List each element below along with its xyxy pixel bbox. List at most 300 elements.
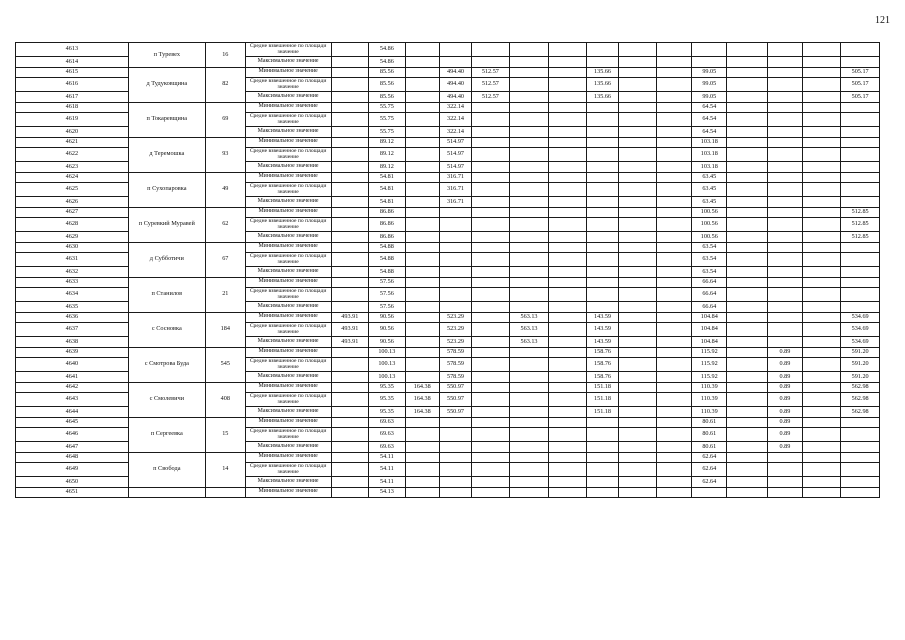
value-cell [549,288,587,302]
value-cell [768,452,802,463]
value-kind-label: Минимальное значение [245,382,331,393]
value-cell: 55.75 [369,113,405,127]
value-cell [692,43,727,57]
value-cell [439,302,471,313]
value-cell [841,267,880,278]
value-cell [619,302,657,313]
value-cell [405,207,439,218]
value-cell [549,148,587,162]
value-cell [802,102,841,113]
row-number: 4642 [16,382,129,393]
row-number: 4644 [16,407,129,418]
value-cell: 493.91 [331,323,369,337]
value-cell [768,253,802,267]
value-cell [841,302,880,313]
row-number: 4638 [16,337,129,348]
value-cell [768,323,802,337]
value-cell: 80.61 [692,428,727,442]
value-cell: 95.35 [369,407,405,418]
value-cell [405,242,439,253]
value-cell [656,113,691,127]
value-cell [586,183,618,197]
value-cell: 0.89 [768,442,802,453]
value-cell [549,102,587,113]
value-cell [472,253,510,267]
value-cell [586,218,618,232]
value-cell [619,67,657,78]
value-cell [405,148,439,162]
value-cell [405,197,439,208]
value-cell: 534.69 [841,337,880,348]
value-cell [727,113,768,127]
value-cell [331,347,369,358]
table-row [16,207,880,218]
value-cell [586,417,618,428]
row-number: 4630 [16,242,129,253]
value-cell: 110.39 [692,393,727,407]
row-number: 4631 [16,253,129,267]
value-cell: 135.66 [586,67,618,78]
value-cell: 578.59 [439,372,471,383]
value-cell: 158.76 [586,347,618,358]
value-cell [509,197,549,208]
value-cell [331,267,369,278]
value-cell [439,487,471,498]
value-cell: 54.13 [369,487,405,498]
value-cell [768,197,802,208]
value-cell [619,207,657,218]
value-cell: 512.85 [841,207,880,218]
value-cell [727,442,768,453]
value-cell [841,442,880,453]
value-cell [472,102,510,113]
parcel-count: 545 [205,347,245,382]
value-cell [692,57,727,68]
value-cell [727,253,768,267]
value-cell [802,407,841,418]
value-kind-label: Минимальное значение [245,207,331,218]
value-kind-label: Средне взвешенное по площади значение [245,148,331,162]
value-kind-label: Максимальное значение [245,127,331,138]
value-cell [619,337,657,348]
value-cell [331,428,369,442]
value-cell [439,428,471,442]
value-cell [656,337,691,348]
value-cell [472,452,510,463]
row-number: 4639 [16,347,129,358]
value-cell [727,183,768,197]
value-cell [619,57,657,68]
value-cell [841,463,880,477]
value-cell [549,253,587,267]
value-cell [619,428,657,442]
value-cell [841,242,880,253]
value-cell: 103.18 [692,162,727,173]
row-number: 4626 [16,197,129,208]
value-cell [509,78,549,92]
row-number: 4624 [16,172,129,183]
table-row [16,242,880,253]
value-cell [549,347,587,358]
value-cell: 95.35 [369,393,405,407]
value-cell [509,57,549,68]
value-cell [439,477,471,488]
settlement-name: п Сергеевка [128,417,205,452]
row-number: 4633 [16,277,129,288]
value-cell [549,372,587,383]
parcel-count: 16 [205,43,245,68]
value-cell [586,207,618,218]
settlement-name: д Субботичи [128,242,205,277]
value-cell [656,428,691,442]
settlement-name: п Туревех [128,43,205,68]
value-cell [549,67,587,78]
value-cell [656,43,691,57]
value-kind-label: Минимальное значение [245,452,331,463]
value-cell: 66.64 [692,277,727,288]
value-cell [509,417,549,428]
value-cell [727,218,768,232]
value-cell [768,113,802,127]
value-cell [841,43,880,57]
value-cell: 99.05 [692,78,727,92]
value-cell [768,57,802,68]
value-cell [727,337,768,348]
value-cell [472,417,510,428]
row-number: 4649 [16,463,129,477]
value-cell [619,442,657,453]
value-cell: 89.12 [369,148,405,162]
value-cell [586,102,618,113]
value-kind-label: Средне взвешенное по площади значение [245,78,331,92]
value-cell [509,382,549,393]
value-cell [472,347,510,358]
value-cell [549,337,587,348]
value-cell [619,358,657,372]
value-cell: 512.85 [841,232,880,243]
value-cell [692,487,727,498]
value-cell [656,78,691,92]
value-cell [619,463,657,477]
value-cell [549,302,587,313]
value-cell: 316.71 [439,172,471,183]
value-cell: 135.66 [586,92,618,103]
value-cell: 591.20 [841,372,880,383]
value-cell [802,452,841,463]
value-cell [472,207,510,218]
value-cell: 505.17 [841,67,880,78]
value-cell [841,477,880,488]
value-cell: 69.63 [369,428,405,442]
value-cell [472,407,510,418]
value-kind-label: Средне взвешенное по площади значение [245,253,331,267]
value-cell [656,92,691,103]
table-row [16,417,880,428]
value-cell: 143.59 [586,312,618,323]
row-number: 4620 [16,127,129,138]
value-cell: 57.56 [369,302,405,313]
value-cell: 85.56 [369,67,405,78]
value-cell [841,127,880,138]
value-cell [727,78,768,92]
value-cell [802,358,841,372]
parcel-count [205,487,245,498]
value-cell [549,487,587,498]
value-cell: 578.59 [439,347,471,358]
value-cell [619,277,657,288]
value-cell: 534.69 [841,312,880,323]
value-cell: 591.20 [841,347,880,358]
row-number: 4627 [16,207,129,218]
value-cell [509,442,549,453]
value-cell [619,218,657,232]
value-cell [586,57,618,68]
value-cell [802,232,841,243]
row-number: 4617 [16,92,129,103]
value-cell [331,183,369,197]
parcel-count: 408 [205,382,245,417]
value-kind-label: Минимальное значение [245,67,331,78]
value-cell [802,382,841,393]
table-row [16,312,880,323]
value-cell: 69.63 [369,442,405,453]
value-cell [768,477,802,488]
value-cell [802,218,841,232]
value-cell [472,393,510,407]
value-cell [802,43,841,57]
value-cell [656,442,691,453]
parcel-count: 67 [205,242,245,277]
value-cell: 158.76 [586,372,618,383]
value-cell: 62.64 [692,452,727,463]
value-kind-label: Средне взвешенное по площади значение [245,288,331,302]
value-cell [439,277,471,288]
value-cell: 563.13 [509,337,549,348]
value-cell [656,218,691,232]
value-cell [472,358,510,372]
value-cell [768,137,802,148]
value-cell [331,382,369,393]
value-cell [472,382,510,393]
value-cell: 151.18 [586,382,618,393]
value-cell [331,417,369,428]
value-cell [727,277,768,288]
value-cell: 86.86 [369,232,405,243]
value-kind-label: Средне взвешенное по площади значение [245,463,331,477]
parcel-count: 82 [205,67,245,102]
value-cell [331,197,369,208]
value-cell: 0.89 [768,382,802,393]
value-cell: 493.91 [331,337,369,348]
value-cell [549,137,587,148]
value-cell [509,358,549,372]
value-cell [768,267,802,278]
value-cell [768,148,802,162]
value-cell [802,172,841,183]
value-cell [472,242,510,253]
parcel-count: 49 [205,172,245,207]
value-kind-label: Минимальное значение [245,102,331,113]
row-number: 4650 [16,477,129,488]
settlement-name: п Сухопаровка [128,172,205,207]
value-cell [405,428,439,442]
value-cell [802,312,841,323]
value-cell [331,113,369,127]
value-cell [656,312,691,323]
value-cell [439,207,471,218]
settlement-name: д Тудуковщина [128,67,205,102]
value-cell [509,92,549,103]
value-cell [509,372,549,383]
row-number: 4616 [16,78,129,92]
value-cell [405,162,439,173]
value-cell [549,312,587,323]
value-cell [472,127,510,138]
value-cell [472,57,510,68]
value-cell [405,452,439,463]
value-cell: 316.71 [439,197,471,208]
value-cell: 66.64 [692,302,727,313]
value-cell [472,442,510,453]
value-cell [619,372,657,383]
value-cell [841,452,880,463]
value-cell [768,127,802,138]
value-cell [841,57,880,68]
table-row [16,382,880,393]
value-cell [549,127,587,138]
value-cell [549,242,587,253]
value-cell [802,302,841,313]
value-cell [656,372,691,383]
value-cell [331,102,369,113]
value-cell [727,288,768,302]
value-cell [619,407,657,418]
value-cell [331,277,369,288]
settlement-name: п Станилов [128,277,205,312]
value-cell [509,242,549,253]
value-cell [802,277,841,288]
value-cell: 505.17 [841,78,880,92]
value-cell [472,487,510,498]
value-cell [841,277,880,288]
value-cell [509,452,549,463]
value-cell: 514.97 [439,137,471,148]
value-cell: 54.11 [369,477,405,488]
value-cell: 135.66 [586,78,618,92]
value-cell: 69.63 [369,417,405,428]
value-cell [549,183,587,197]
value-cell [549,277,587,288]
value-cell: 95.35 [369,382,405,393]
value-cell: 0.89 [768,407,802,418]
value-cell: 151.18 [586,407,618,418]
value-cell [619,487,657,498]
value-cell [405,232,439,243]
value-cell [727,428,768,442]
value-cell: 86.86 [369,218,405,232]
value-cell [802,92,841,103]
value-cell [331,218,369,232]
value-kind-label: Максимальное значение [245,162,331,173]
value-cell [549,172,587,183]
value-cell [802,78,841,92]
value-cell [472,323,510,337]
value-cell [768,242,802,253]
value-cell: 0.89 [768,372,802,383]
value-cell: 54.86 [369,57,405,68]
value-cell [619,323,657,337]
value-cell: 103.18 [692,137,727,148]
value-cell [509,232,549,243]
value-cell [405,67,439,78]
value-cell [472,43,510,57]
settlement-name: с Смолевичи [128,382,205,417]
value-kind-label: Средне взвешенное по площади значение [245,428,331,442]
value-cell [405,218,439,232]
value-cell: 0.89 [768,417,802,428]
value-cell: 115.92 [692,372,727,383]
value-cell [405,442,439,453]
value-cell: 63.45 [692,183,727,197]
value-cell [727,382,768,393]
value-cell [509,67,549,78]
value-cell [472,277,510,288]
value-cell [549,358,587,372]
parcel-count: 62 [205,207,245,242]
table-row [16,43,880,57]
value-cell [472,137,510,148]
value-cell [768,232,802,243]
value-cell: 164.38 [405,407,439,418]
value-cell: 563.13 [509,323,549,337]
value-cell: 90.56 [369,323,405,337]
value-cell [549,267,587,278]
row-number: 4629 [16,232,129,243]
value-kind-label: Максимальное значение [245,197,331,208]
value-cell [727,347,768,358]
value-cell [472,372,510,383]
parcel-count: 93 [205,137,245,172]
value-cell [405,172,439,183]
value-cell [768,218,802,232]
value-cell: 322.14 [439,102,471,113]
value-cell [727,417,768,428]
value-cell: 115.92 [692,358,727,372]
value-cell [439,442,471,453]
value-cell [509,102,549,113]
value-cell: 99.05 [692,67,727,78]
value-cell [472,172,510,183]
value-cell: 89.12 [369,137,405,148]
value-cell [727,393,768,407]
value-cell [472,477,510,488]
value-cell [331,43,369,57]
value-cell: 514.97 [439,148,471,162]
value-cell: 54.86 [369,43,405,57]
table-row [16,452,880,463]
value-cell [586,477,618,488]
page-number: 121 [875,15,890,26]
settlement-name: п Свобода [128,452,205,487]
value-kind-label: Минимальное значение [245,277,331,288]
value-cell [586,302,618,313]
value-cell [802,137,841,148]
value-cell [331,487,369,498]
value-cell [586,242,618,253]
value-cell [405,57,439,68]
table-row [16,172,880,183]
value-cell: 80.61 [692,417,727,428]
